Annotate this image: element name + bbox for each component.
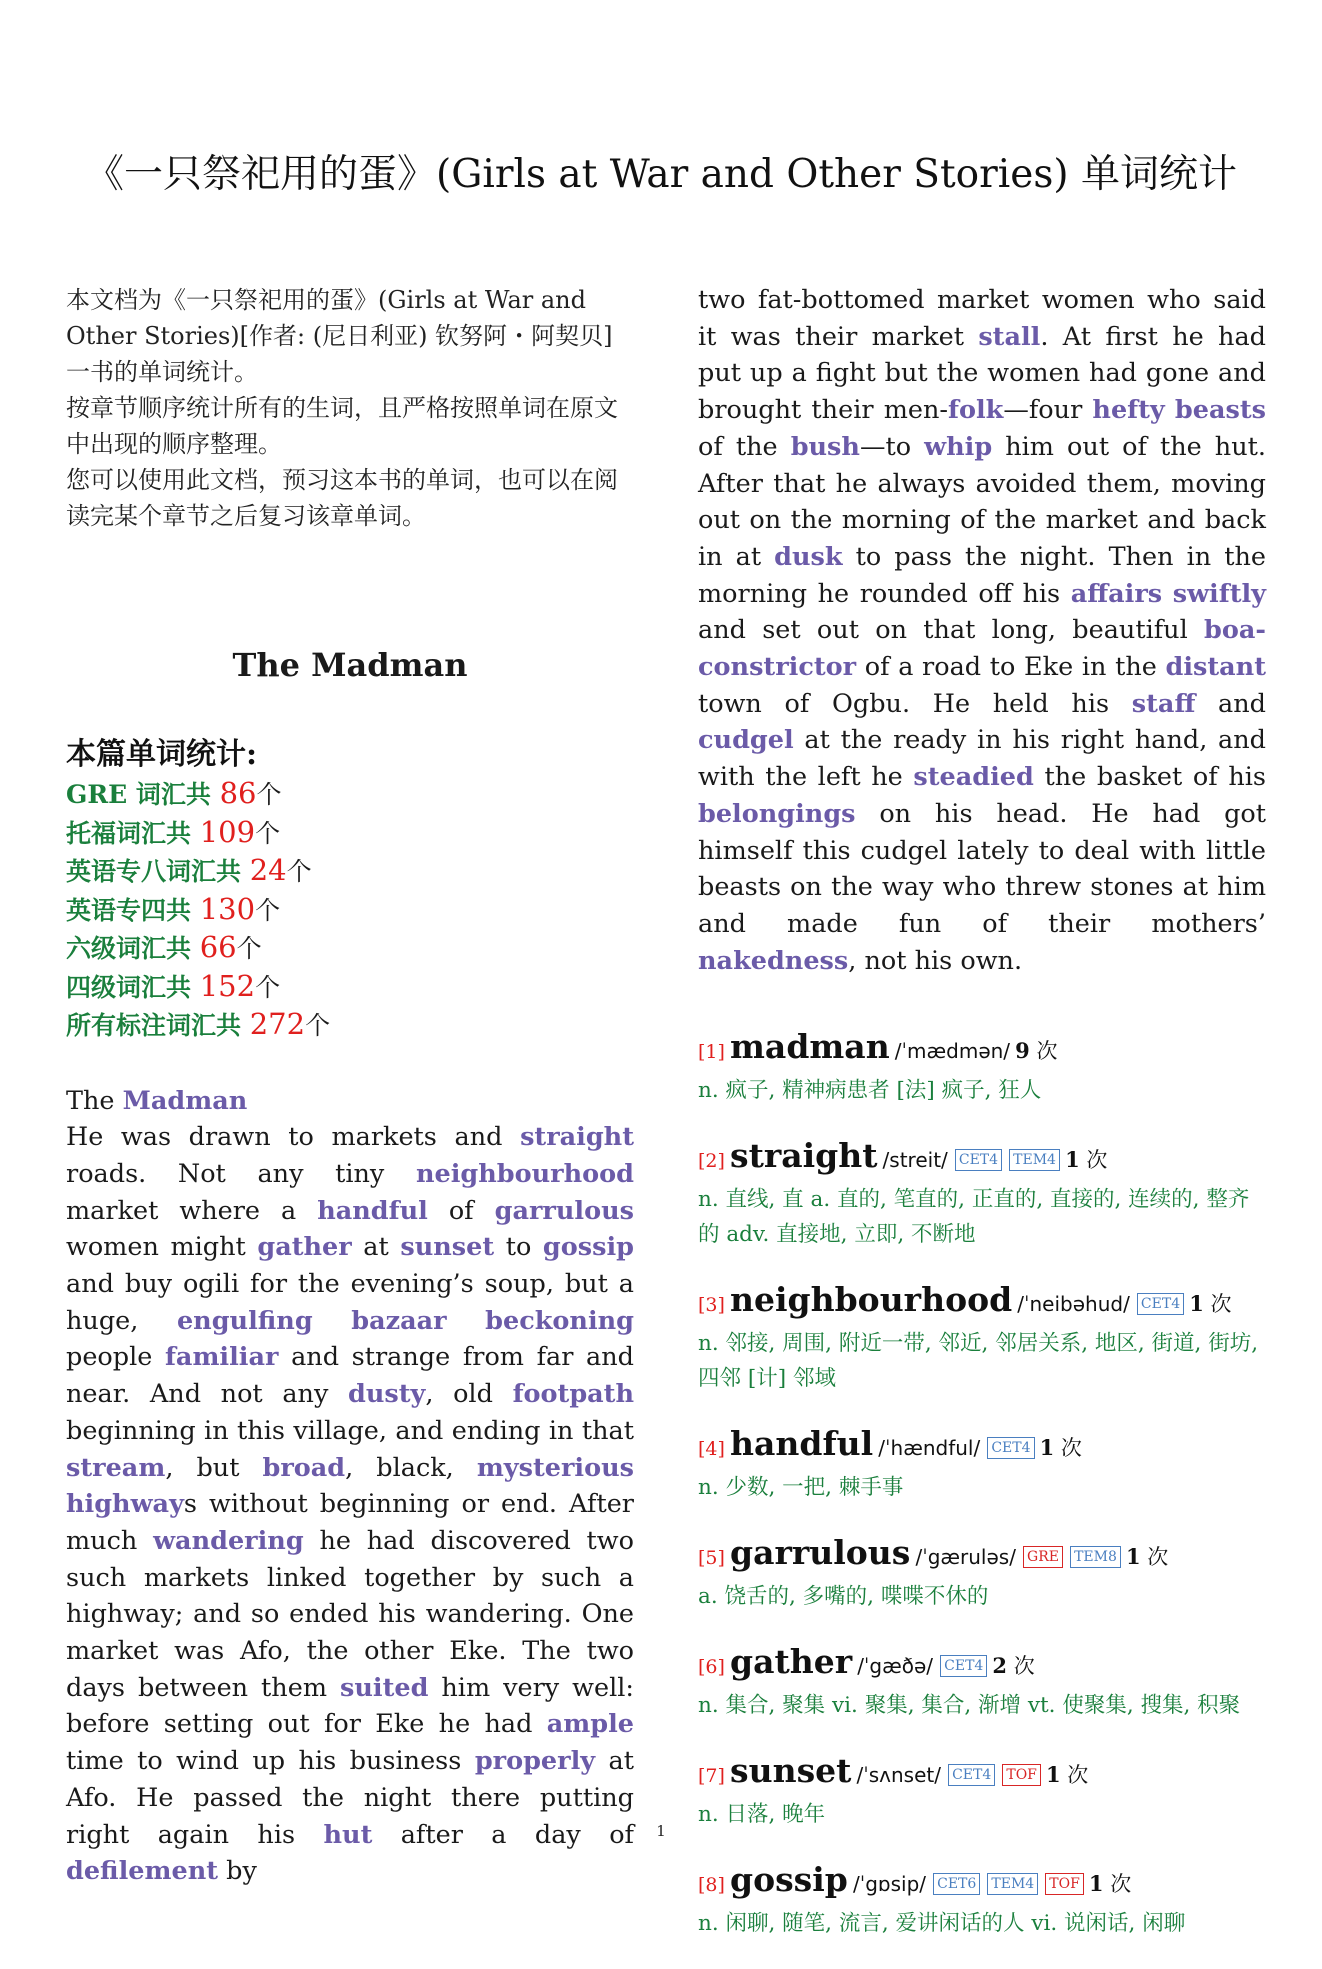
vocab-word: gossip	[730, 1860, 848, 1900]
highlighted-word: handful	[317, 1195, 428, 1226]
story-text: town of Ogbu. He held his	[698, 688, 1132, 719]
vocab-definition: a. 饶舌的, 多嘴的, 喋喋不休的	[698, 1584, 989, 1610]
highlighted-word: defilement	[66, 1856, 219, 1887]
story-text: The	[66, 1085, 123, 1116]
level-tag: TOF	[1002, 1764, 1041, 1786]
vocab-index: [6]	[698, 1656, 725, 1679]
vocab-word: sunset	[730, 1751, 852, 1791]
count-unit: 次	[1007, 1654, 1035, 1679]
story-text: to pass the night. Then in the morning he rounded off his	[698, 541, 1266, 609]
stat-row	[66, 775, 634, 814]
stat-row	[66, 929, 634, 968]
vocab-definition: n. 直线, 直 a. 直的, 笔直的, 正直的, 直接的, 连续的, 整齐的 adv. 直接地, 立即, 不断地	[698, 1187, 1250, 1248]
vocab-entry	[698, 1424, 1266, 1505]
stat-count: 152	[199, 968, 256, 1003]
vocab-phonetic: /streit/	[882, 1148, 948, 1173]
highlighted-word: properly	[474, 1746, 596, 1777]
stat-count: 109	[199, 814, 256, 849]
stat-unit: 个	[236, 934, 262, 963]
vocab-definition: n. 闲聊, 随笔, 流言, 爱讲闲话的人 vi. 说闲话, 闲聊	[698, 1911, 1186, 1937]
vocab-phonetic: /ˈgɒsip/	[852, 1872, 927, 1897]
level-tag: CET4	[1137, 1293, 1184, 1315]
highlighted-word: boa-constrictor	[698, 615, 1266, 683]
level-tag: CET4	[987, 1437, 1034, 1459]
level-tag: CET4	[948, 1764, 995, 1786]
story-text: He was drawn to markets and	[66, 1122, 521, 1153]
highlighted-word: steadied	[913, 762, 1034, 793]
story-text: him out of the hut. After that he always avoided them, moving out on the morning of the market and back in at	[698, 431, 1267, 572]
intro-paragraph: 按章节顺序统计所有的生词，且严格按照单词在原文中出现的顺序整理。	[66, 394, 618, 458]
vocab-phonetic: /ˈhændful/	[878, 1436, 981, 1461]
vocab-entry	[698, 1860, 1266, 1941]
count-unit: 次	[1203, 1292, 1232, 1317]
vocab-index: [7]	[698, 1765, 725, 1788]
count-number: 1	[1189, 1291, 1204, 1317]
stat-unit: 个	[256, 780, 282, 809]
occurrence-count	[1126, 1545, 1168, 1569]
count-unit: 次	[1103, 1872, 1132, 1897]
highlighted-word: Madman	[122, 1085, 248, 1116]
highlighted-word: staff	[1131, 688, 1196, 719]
occurrence-count	[1189, 1292, 1231, 1316]
stat-label: 六级词汇共	[66, 934, 200, 963]
story-text	[1165, 395, 1175, 425]
stat-unit: 个	[255, 895, 281, 925]
highlighted-word: bush	[790, 431, 860, 462]
count-unit: 次	[1054, 1436, 1082, 1461]
story-text-right	[698, 282, 1266, 979]
stat-count: 130	[199, 891, 256, 926]
level-tag: TEM4	[1009, 1149, 1060, 1171]
stat-count: 66	[199, 930, 237, 964]
vocab-definition: n. 少数, 一把, 棘手事	[698, 1475, 904, 1501]
vocabulary-list	[698, 1027, 1266, 1941]
story-text: , black,	[345, 1452, 477, 1483]
story-text: —to	[859, 431, 925, 462]
stat-unit: 个	[255, 972, 281, 1002]
story-text: at the ready in his right hand, and with the left he	[698, 725, 1266, 793]
vocab-entry-header	[698, 1027, 1266, 1073]
vocab-entry-header	[698, 1424, 1266, 1470]
story-text: on his head. He had got himself this cudgel lately to deal with little beasts on the way who threw stones at him and made fun of their mothers’	[698, 798, 1266, 939]
page-number: 1	[656, 1822, 666, 1840]
story-text: and strange from far and near. And not any	[66, 1342, 634, 1410]
vocab-definition: n. 疯子, 精神病患者 [法] 疯子, 狂人	[698, 1078, 1042, 1104]
count-number: 1	[1088, 1871, 1104, 1897]
occurrence-count	[1040, 1436, 1082, 1460]
story-text: and set out on that long, beautiful	[698, 615, 1205, 646]
vocab-word: straight	[730, 1136, 878, 1176]
story-text: —four	[1003, 395, 1093, 426]
highlighted-word: bazaar	[351, 1305, 447, 1336]
intro	[66, 282, 634, 534]
highlighted-word: nakedness	[698, 945, 849, 976]
story-text: to	[494, 1232, 543, 1263]
highlighted-word: belongings	[698, 798, 856, 829]
stats-heading: 本篇单词统计:	[66, 737, 258, 772]
story-text	[447, 1306, 486, 1336]
story-text: . At first he had put up a fight but the women had gone and brought their men-	[698, 321, 1266, 426]
level-tag: TEM4	[987, 1873, 1038, 1895]
highlighted-word: wandering	[153, 1525, 304, 1556]
story-text: people	[66, 1342, 165, 1373]
count-number: 1	[1126, 1544, 1141, 1570]
story-text: him very well: before setting out for Eke he had	[66, 1672, 634, 1740]
stat-label: GRE 词汇共	[66, 780, 220, 809]
vocab-phonetic: /ˈneibəhud/	[1017, 1292, 1130, 1317]
count-number: 1	[1045, 1762, 1061, 1788]
level-tag: TEM8	[1070, 1546, 1121, 1568]
occurrence-count	[1089, 1872, 1131, 1896]
highlighted-word: dusty	[348, 1379, 426, 1410]
highlighted-word: affairs	[1070, 578, 1163, 609]
count-number: 1	[1039, 1435, 1055, 1461]
stat-label: 四级词汇共	[66, 972, 200, 1002]
highlighted-word: dusk	[774, 541, 843, 572]
story-text: he had discovered two such markets linked together by such a highway; and so ended his wandering. One market was Afo, the other Eke. The two days between them	[66, 1525, 634, 1703]
highlighted-word: suited	[339, 1672, 429, 1703]
highlighted-word: swiftly	[1172, 578, 1266, 609]
occurrence-count	[1046, 1763, 1088, 1787]
highlighted-word: sunset	[400, 1232, 495, 1263]
stat-unit: 个	[255, 818, 281, 848]
stat-label: 所有标注词汇共	[66, 1011, 250, 1040]
vocab-entry-header	[698, 1136, 1266, 1182]
vocab-definition: n. 邻接, 周围, 附近一带, 邻近, 邻居关系, 地区, 街道, 街坊, 四邻 [计] 邻域	[698, 1331, 1259, 1392]
vocab-word: madman	[730, 1027, 890, 1067]
highlighted-word: beckoning	[485, 1305, 635, 1336]
stat-row	[66, 891, 634, 930]
occurrence-count	[992, 1654, 1034, 1678]
highlighted-word: distant	[1165, 652, 1266, 683]
vocab-phonetic: /ˈmædmən/	[894, 1039, 1011, 1064]
vocab-phonetic: /ˈgæðə/	[857, 1654, 934, 1679]
stat-label: 英语专八词汇共	[66, 857, 250, 886]
story-text: the basket of his	[1033, 762, 1266, 793]
vocab-entry	[698, 1751, 1266, 1832]
story-text: of the	[698, 431, 791, 462]
story-text: , old	[425, 1379, 513, 1410]
left-column	[66, 282, 634, 1890]
highlighted-word: folk	[948, 395, 1004, 426]
story-text: at Afo. He passed the night there putting right again his	[66, 1746, 634, 1850]
highlighted-word: broad	[262, 1452, 346, 1483]
story-text: women might	[66, 1232, 258, 1263]
highlighted-word: engulfing	[176, 1305, 313, 1336]
vocab-definition: n. 日落, 晚年	[698, 1802, 826, 1828]
vocab-entry-header	[698, 1751, 1266, 1797]
vocab-index: [2]	[698, 1150, 725, 1173]
highlighted-word: ample	[546, 1709, 634, 1740]
story-text: by	[218, 1856, 257, 1887]
highlighted-word: cudgel	[698, 725, 794, 756]
vocab-definition: n. 集合, 聚集 vi. 聚集, 集合, 渐增 vt. 使聚集, 搜集, 积聚	[698, 1693, 1241, 1719]
vocab-entry-header	[698, 1280, 1266, 1326]
vocab-entry-header	[698, 1533, 1266, 1579]
vocab-word: garrulous	[730, 1533, 911, 1573]
stat-label: 英语专四共	[66, 895, 200, 925]
story-text: and buy ogili for the evening’s soup, but a huge,	[66, 1269, 634, 1336]
highlighted-word: footpath	[512, 1379, 634, 1410]
count-number: 9	[1015, 1038, 1030, 1064]
stats-list	[66, 775, 634, 1045]
count-unit: 次	[1060, 1763, 1089, 1788]
highlighted-word: hefty	[1092, 395, 1165, 426]
stat-row	[66, 1006, 634, 1045]
vocab-word: neighbourhood	[730, 1280, 1013, 1320]
story-text-left	[66, 1083, 634, 1890]
stat-row	[66, 852, 634, 891]
stat-unit: 个	[305, 1011, 331, 1040]
highlighted-word: beasts	[1174, 395, 1266, 426]
intro-paragraph: 您可以使用此文档，预习这本书的单词，也可以在阅读完某个章节之后复习该章单词。	[66, 466, 618, 530]
story-text: two fat-bottomed market women who said it was their market	[698, 285, 1266, 352]
vocab-entry	[698, 1533, 1266, 1614]
highlighted-word: neighbourhood	[415, 1158, 634, 1189]
stat-label: 托福词汇共	[66, 818, 200, 848]
highlighted-word: stall	[978, 321, 1041, 352]
occurrence-count	[1065, 1148, 1107, 1172]
stat-count: 86	[219, 776, 257, 810]
story-text: , not his own.	[848, 945, 1023, 976]
right-column	[698, 282, 1266, 1969]
highlighted-word: gossip	[542, 1232, 634, 1263]
occurrence-count	[1015, 1039, 1057, 1063]
highlighted-word: gather	[257, 1232, 352, 1263]
count-unit: 次	[1029, 1039, 1058, 1064]
level-tag: CET4	[940, 1655, 987, 1677]
vocab-word: handful	[730, 1424, 874, 1464]
stat-count: 272	[249, 1007, 306, 1041]
level-tag: CET6	[933, 1873, 980, 1895]
level-tag: GRE	[1023, 1546, 1063, 1568]
section-title: The Madman	[232, 646, 468, 684]
story-text: market where a	[66, 1195, 318, 1226]
highlighted-word: mysterious	[476, 1452, 635, 1483]
vocab-index: [8]	[698, 1874, 725, 1897]
count-unit: 次	[1140, 1545, 1169, 1570]
highlighted-word: hut	[323, 1819, 373, 1850]
highlighted-word: familiar	[164, 1342, 279, 1373]
story-text: and	[1195, 688, 1267, 719]
vocab-entry	[698, 1136, 1266, 1252]
stat-count: 24	[249, 853, 287, 887]
vocab-index: [3]	[698, 1294, 725, 1317]
vocab-phonetic: /ˈsʌnset/	[856, 1763, 941, 1788]
count-unit: 次	[1079, 1148, 1108, 1173]
stat-unit: 个	[286, 857, 312, 886]
stat-row	[66, 814, 634, 853]
count-number: 2	[992, 1653, 1008, 1679]
highlighted-word: whip	[924, 431, 993, 462]
vocab-entry	[698, 1642, 1266, 1723]
highlighted-word: garrulous	[494, 1195, 634, 1226]
vocab-entry	[698, 1280, 1266, 1396]
level-tag: TOF	[1045, 1873, 1084, 1895]
vocab-index: [1]	[698, 1041, 725, 1064]
document-title: 《一只祭祀用的蛋》(Girls at War and Other Stories) 单词统计	[85, 152, 1237, 197]
story-text: at	[351, 1232, 401, 1263]
vocab-phonetic: /ˈgæruləs/	[915, 1545, 1016, 1570]
vocab-index: [5]	[698, 1547, 725, 1570]
vocab-entry-header	[698, 1860, 1266, 1906]
highlighted-word: straight	[520, 1122, 634, 1153]
story-text: after a day of	[372, 1819, 634, 1850]
story-text: roads. Not any tiny	[66, 1158, 416, 1189]
vocab-index: [4]	[698, 1438, 725, 1461]
level-tag: CET4	[955, 1149, 1002, 1171]
story-text	[1162, 579, 1173, 609]
count-number: 1	[1065, 1147, 1080, 1173]
story-text	[313, 1306, 352, 1336]
vocab-word: gather	[730, 1642, 853, 1682]
story-text: of	[427, 1195, 495, 1226]
story-text: time to wind up his business	[66, 1746, 475, 1777]
story-text: s without beginning or end. After much	[66, 1489, 634, 1556]
highlighted-word: stream	[66, 1452, 166, 1483]
vocab-entry	[698, 1027, 1266, 1108]
stat-row	[66, 968, 634, 1007]
story-text: , but	[165, 1452, 263, 1483]
story-text: of a road to Eke in the	[856, 652, 1166, 683]
highlighted-word: highway	[66, 1489, 184, 1520]
story-text: beginning in this village, and ending in that	[66, 1415, 634, 1446]
vocab-entry-header	[698, 1642, 1266, 1688]
intro-paragraph: 本文档为《一只祭祀用的蛋》(Girls at War and Other Stories)[作者: (尼日利亚) 钦努阿・阿契贝] 一书的单词统计。	[66, 286, 613, 386]
